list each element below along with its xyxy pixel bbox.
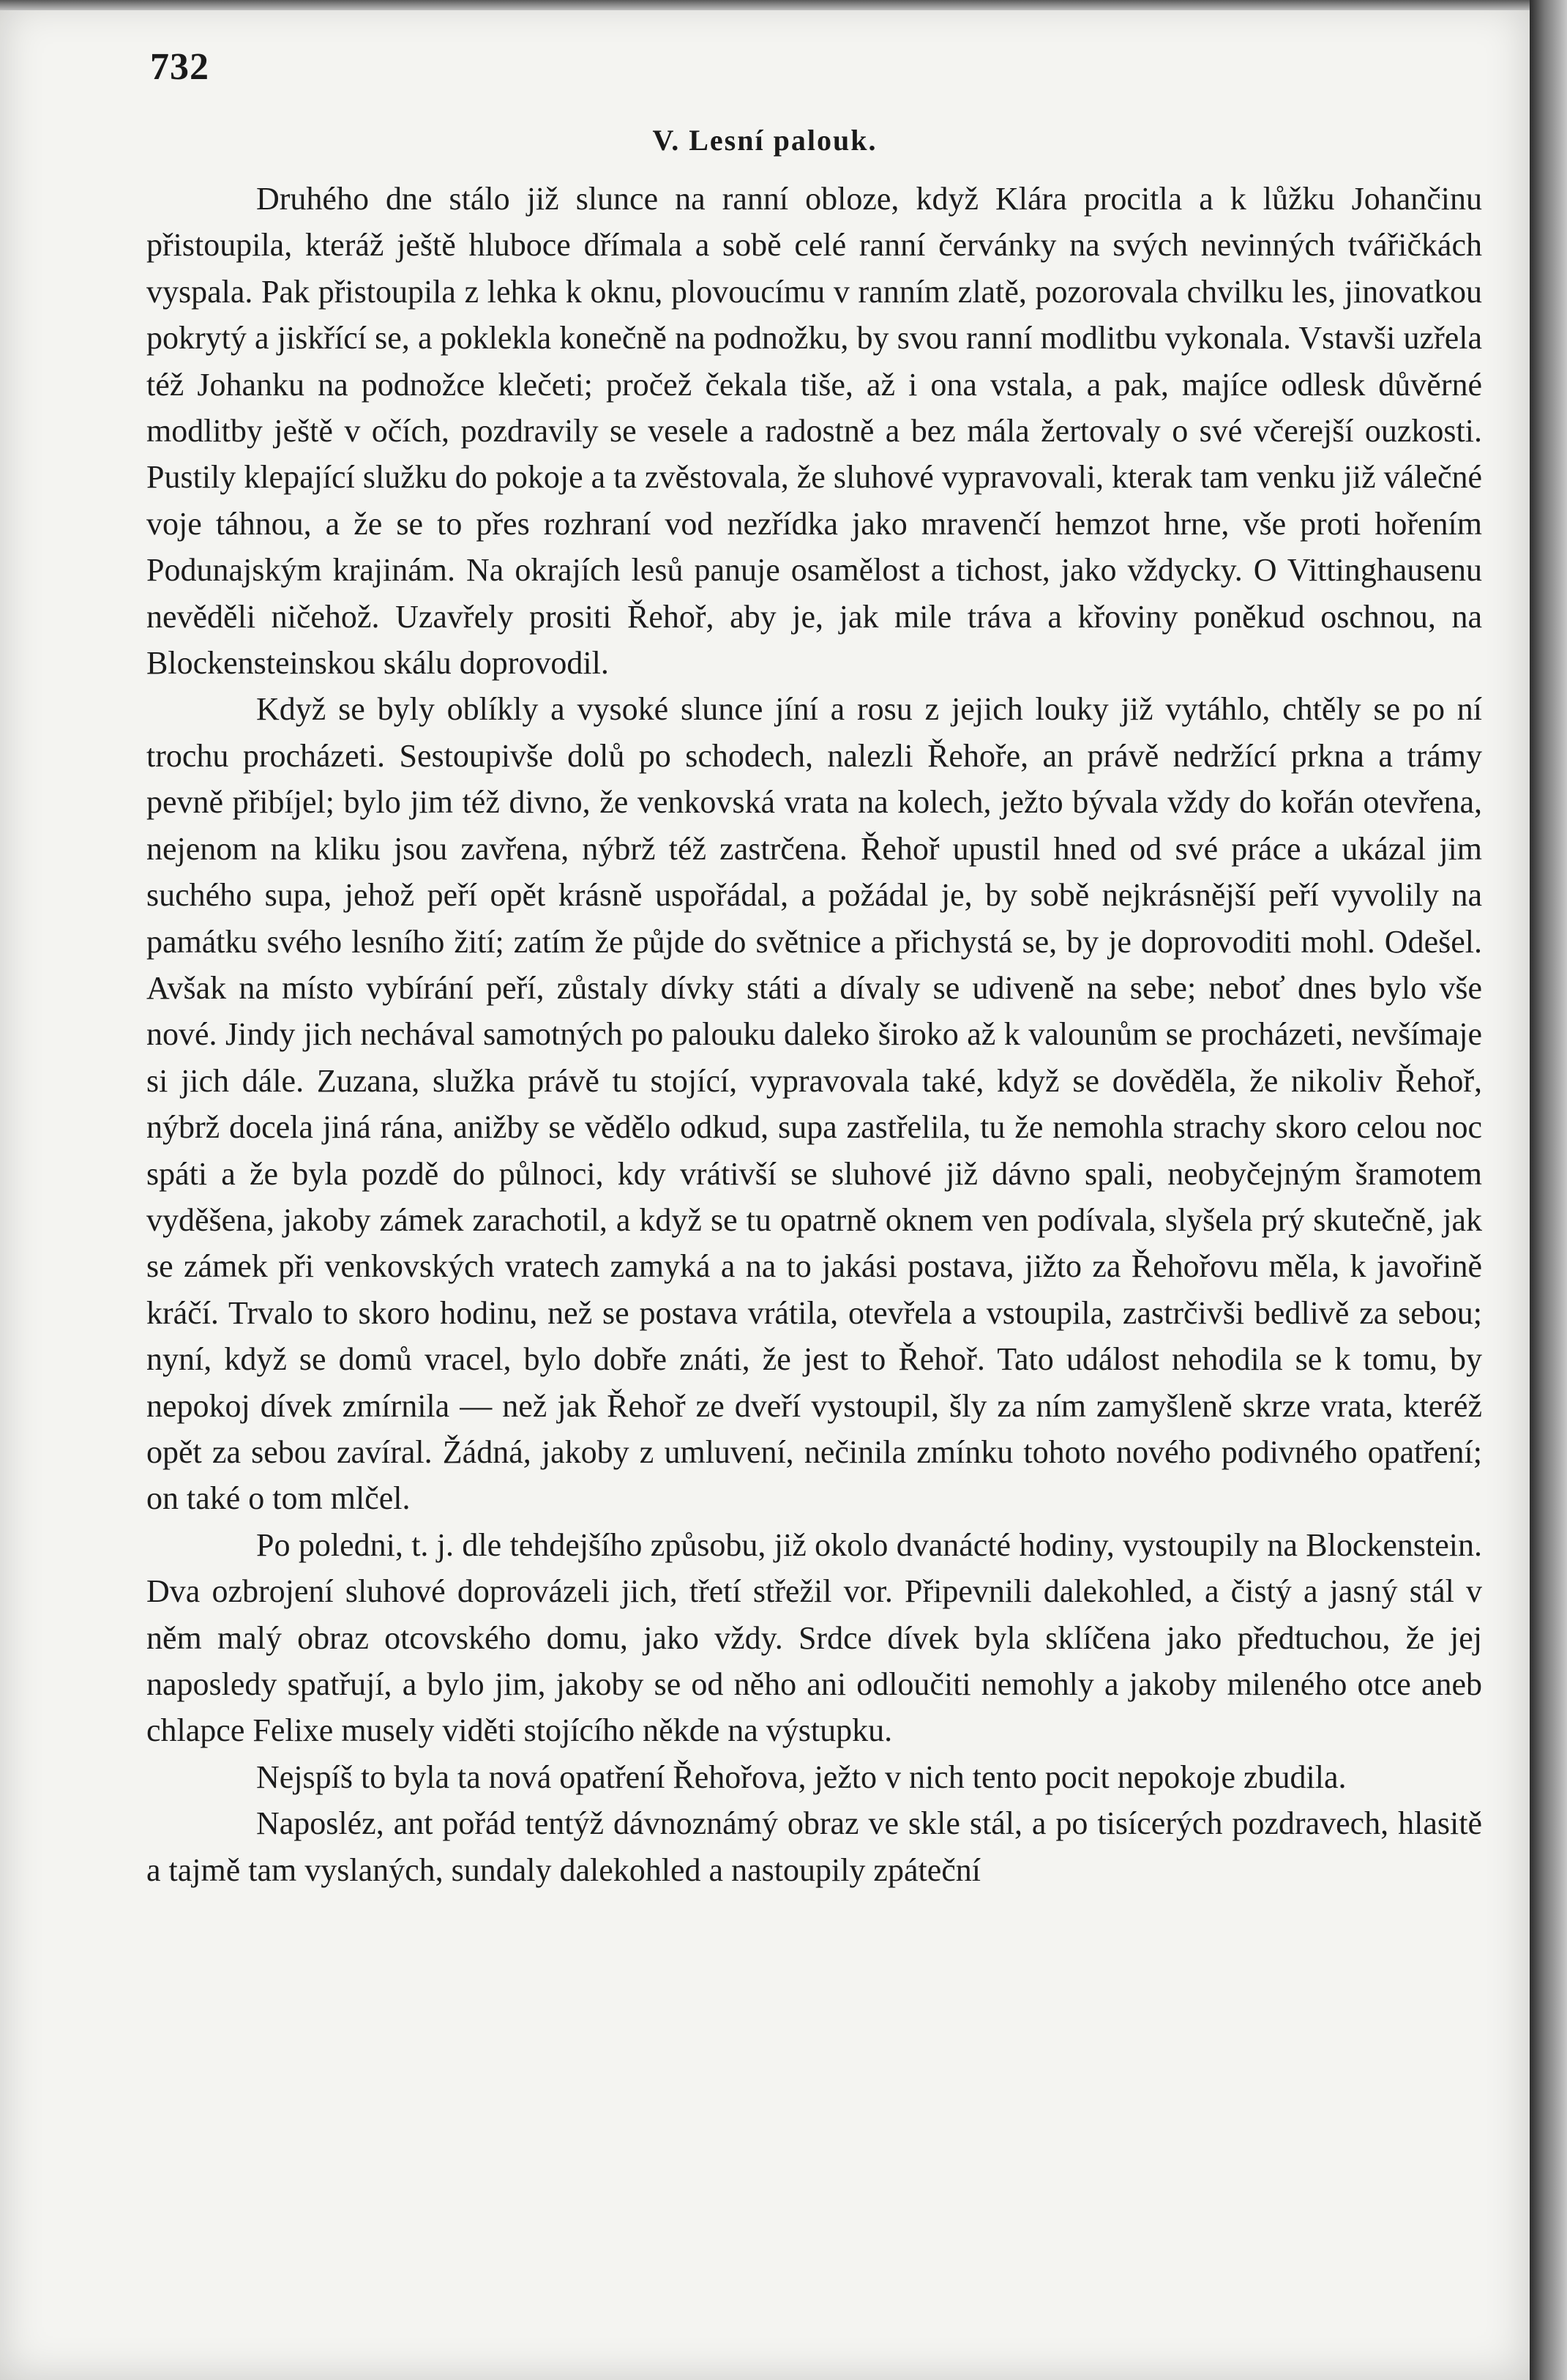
chapter-heading: V. Lesní palouk. [652,124,878,157]
paragraph-1: Druhého dne stálo již slunce na ranní obloze, když Klára procitla a k lůžku Johančinu přistoupila, kteráž ještě hluboce dřímala a sobě celé ranní červánky na svých nevinných tvářičkách vyspala. Pak přistoupila z lehka k oknu, plovoucímu v ranním zlatě, pozorovala chvilku les, jinovatkou pokrytý a jiskřící se, a poklekla konečně na podnožku, by svou ranní modlitbu vykonala. Vstavši uzřela též Johanku na podnožce klečeti; pročež čekala tiše, až i ona vstala, a pak, majíce odlesk důvěrné modlitby ještě v očích, pozdravily se vesele a radostně a bez mála žertovaly o své včerejší ouzkosti. Pustily klepající služku do pokoje a ta zvěstovala, že sluhové vypravovali, kterak tam venku již válečné voje táhnou, a že se to přes rozhraní vod nezřídka jako mravenčí hemzot hrne, vše proti hořením Podunajským krajinám. Na okrajích lesů panuje osamělost a tichost, jako vždycky. O Vittinghausenu nevěděli ničehož. Uzavřely prositi Řehoř, aby je, jak mile tráva a křoviny poněkud oschnou, na Blockensteinskou skálu doprovodil. [146,181,1482,682]
page-edge-shadow [1530,0,1567,2380]
body-text [146,176,1482,1893]
paragraph-5: Naposléz, ant pořád tentýž dávnoznámý obraz ve skle stál, a po tisícerých pozdravech, hlasitě a tajmě tam vyslaných, sundaly dalekohled a nastoupily zpáteční [146,1805,1482,1888]
paragraph-4: Nejspíš to byla ta nová opatření Řehořova, ježto v nich tento pocit nepokoje zbudila. [256,1758,1347,1795]
paragraph-2: Když se byly oblíkly a vysoké slunce jíní a rosu z jejich louky již vytáhlo, chtěly se po ní trochu procházeti. Sestoupivše dolů po schodech, nalezli Řehoře, an právě nedržící prkna a trámy pevně přibíjel; bylo jim též divno, že venkovská vrata na kolech, ježto bývala vždy do kořán otevřena, nejenom na kliku jsou zavřena, nýbrž též zastrčena. Řehoř upustil hned od své práce a ukázal jim suchého supa, jehož peří opět krásně uspořádal, a požádal je, by sobě nejkrásnější peří vyvolily na památku svého lesního žití; zatím že půjde do světnice a přichystá se, by je doprovoditi mohl. Odešel. Avšak na místo vybírání peří, zůstaly dívky státi a dívaly se udiveně na sebe; neboť dnes bylo vše nové. Jindy jich nechával samotných po palouku daleko široko až k valounům se procházeti, nevšímaje si jich dále. Zuzana, služka právě tu stojící, vypravovala také, když se dověděla, že nikoliv Řehoř, nýbrž docela jiná rána, anižby se vědělo odkud, supa zastřelila, tu že nemohla strachy skoro celou noc spáti a že byla pozdě do půlnoci, kdy vrátivší se sluhové již dávno spali, neobyčejným šramotem vyděšena, jakoby zámek zarachotil, a když se tu opatrně oknem ven podívala, slyšela prý skutečně, jak se zámek při venkovských vratech zamyká a na to jakási postava, jižto za Řehořovu měla, k javořině kráčí. Trvalo to skoro hodinu, než se postava vrátila, otevřela a vstoupila, zastrčivši bedlivě za sebou; nyní, když se domů vracel, bylo dobře znáti, že jest to Řehoř. Tato událost nehodila se k tomu, by nepokoj dívek zmírnila — než jak Řehoř ze dveří vystoupil, šly za ním zamyšleně skrze vrata, kteréž opět za sebou zavíral. Žádná, jakoby z umluvení, nečinila zmínku tohoto nového podivného opatření; on také o tom mlčel. [146,691,1482,1517]
page-number: 732 [150,46,209,88]
paragraph-3: Po poledni, t. j. dle tehdejšího způsobu, již okolo dvanácté hodiny, vystoupily na Blockenstein. Dva ozbrojení sluhové doprovázeli jich, třetí střežil vor. Připevnili dalekohled, a čistý a jasný stál v něm malý obraz otcovského domu, jako vždy. Srdce dívek byla sklíčena jako předtuchou, že jej naposledy spatřují, a bylo jim, jakoby se od něho ani odloučiti nemohly a jakoby mileného otce aneb chlapce Felixe musely viděti stojícího někde na výstupku. [146,1526,1482,1749]
